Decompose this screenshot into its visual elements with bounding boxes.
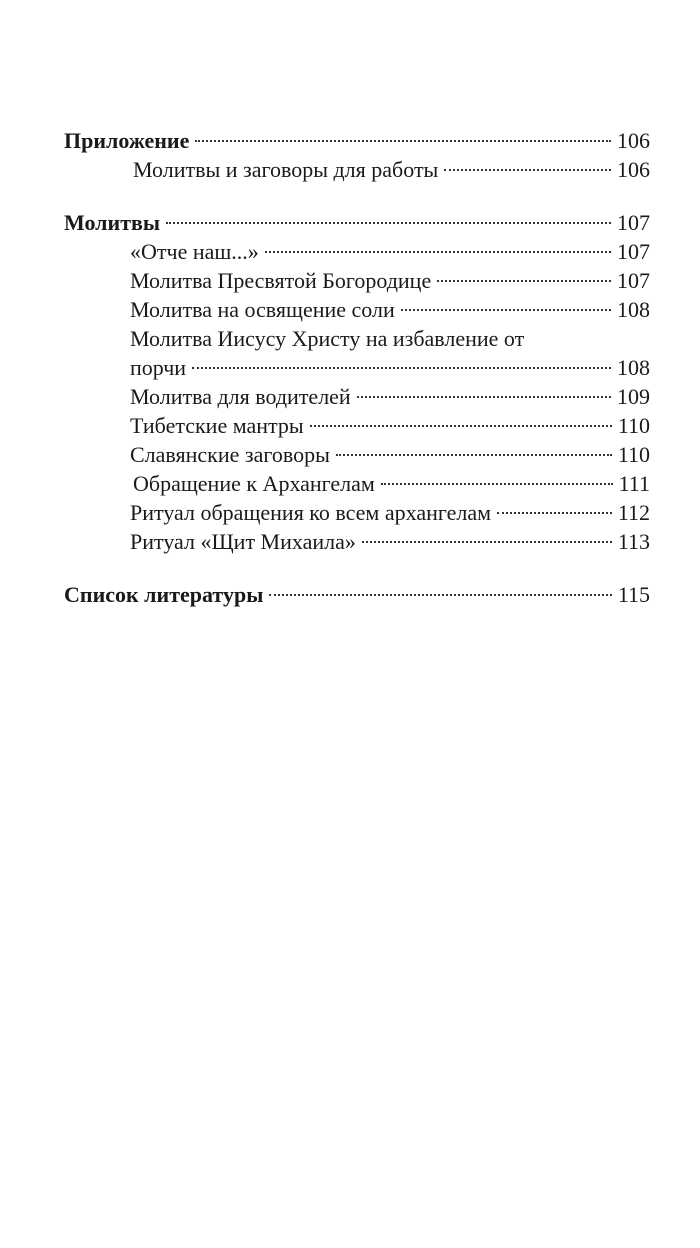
toc-entry-title: Ритуал обращения ко всем архангелам [130, 500, 492, 525]
toc-page-number: 110 [617, 442, 650, 467]
toc-entry-title-line1: Молитва Иисусу Христу на избавление от [130, 326, 525, 351]
dot-leader [381, 483, 613, 485]
dot-leader [362, 541, 612, 543]
dot-leader [195, 140, 611, 142]
toc-page-number: 107 [617, 210, 650, 235]
toc-entry-theotokos-prayer [64, 266, 650, 295]
toc-page-number: 109 [617, 384, 650, 409]
dot-leader [497, 512, 612, 514]
dot-leader [437, 280, 611, 282]
toc-entry-title: порчи [130, 355, 187, 380]
toc-entry-title: Молитвы [64, 210, 161, 235]
toc-entry-title: Славянские заговоры [130, 442, 330, 467]
toc-entry-prayers [64, 208, 650, 237]
toc-page-number: 106 [617, 157, 650, 182]
toc-entry-our-father [64, 237, 650, 266]
toc-entry-title: Список литературы [64, 582, 264, 607]
toc-page-number: 107 [617, 268, 650, 293]
toc-page-number: 108 [617, 297, 650, 322]
toc-entry-references [64, 580, 650, 609]
toc-section-appendix [64, 126, 650, 184]
toc-page-number: 107 [617, 239, 650, 264]
toc-entry-drivers-prayer [64, 382, 650, 411]
toc-section-prayers [64, 208, 650, 556]
dot-leader [265, 251, 611, 253]
toc-entry-title: Обращение к Архангелам [133, 471, 375, 496]
dot-leader [166, 222, 611, 224]
toc-entry-all-archangels-ritual [64, 498, 650, 527]
toc-entry-title: Молитвы и заговоры для работы [133, 157, 439, 182]
dot-leader [192, 367, 611, 369]
toc-entry-salt-prayer [64, 295, 650, 324]
dot-leader [357, 396, 611, 398]
dot-leader [269, 594, 611, 596]
toc-entry-title: Тибетские мантры [130, 413, 304, 438]
toc-entry-title: Приложение [64, 128, 190, 153]
toc-entry-archangels-appeal [64, 469, 650, 498]
toc-entry-work-prayers [64, 155, 650, 184]
dot-leader [401, 309, 611, 311]
toc-entry-michael-shield-ritual [64, 527, 650, 556]
toc-page-number: 112 [617, 500, 650, 525]
toc-entry-appendix [64, 126, 650, 155]
toc-entry-title: Молитва на освящение соли [130, 297, 395, 322]
toc-section-references [64, 580, 650, 609]
toc-page-number: 110 [617, 413, 650, 438]
dot-leader [336, 454, 612, 456]
toc-page-number: 108 [617, 355, 650, 380]
toc-entry-title: «Отче наш...» [130, 239, 259, 264]
toc-entry-jesus-prayer [64, 353, 650, 382]
table-of-contents [64, 126, 650, 633]
toc-entry-title: Ритуал «Щит Михаила» [130, 529, 356, 554]
dot-leader [310, 425, 612, 427]
toc-page-number: 113 [617, 529, 650, 554]
dot-leader [444, 169, 611, 171]
toc-page-number: 115 [617, 582, 650, 607]
toc-entry-title: Молитва для водителей [130, 384, 351, 409]
toc-entry-title: Молитва Пресвятой Богородице [130, 268, 432, 293]
toc-page-number: 106 [617, 128, 650, 153]
toc-entry-slavic-spells [64, 440, 650, 469]
toc-entry-tibetan-mantras [64, 411, 650, 440]
toc-page-number: 111 [618, 471, 650, 496]
